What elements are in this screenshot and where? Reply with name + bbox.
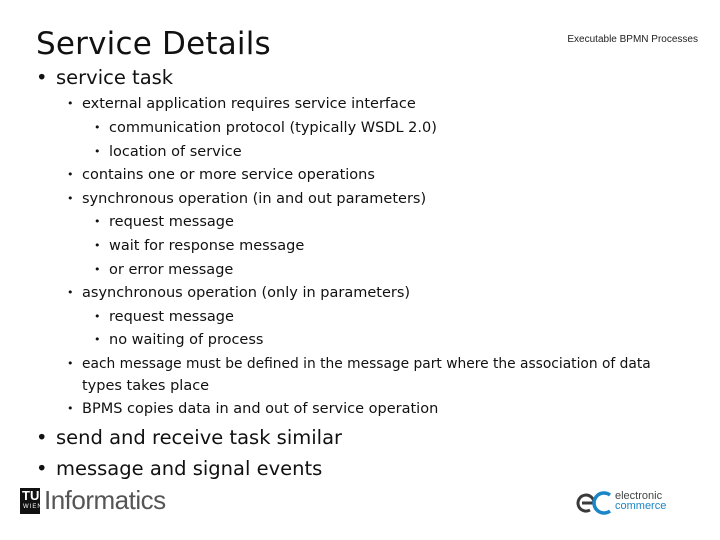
list-item xyxy=(67,401,438,417)
ec-logo xyxy=(576,487,686,517)
item-text: wait for response message xyxy=(109,238,305,254)
ec-logo-icon xyxy=(576,487,616,517)
item-text: request message xyxy=(109,309,234,325)
item-text: external application requires service interface xyxy=(82,96,416,112)
bullet: • xyxy=(67,97,74,110)
bullet: • xyxy=(67,192,74,205)
bullet: • xyxy=(94,310,101,323)
bullet: • xyxy=(94,215,101,228)
list-item xyxy=(67,96,416,112)
section-header: Executable BPMN Processes xyxy=(567,34,698,45)
item-text: request message xyxy=(109,214,234,230)
bullet: • xyxy=(67,402,74,415)
list-item xyxy=(94,238,304,254)
item-text: no waiting of process xyxy=(109,332,264,348)
item-text: service task xyxy=(56,66,174,89)
list-item xyxy=(94,332,263,348)
item-continuation: types takes place xyxy=(82,378,210,394)
bullet: • xyxy=(94,333,101,346)
list-item xyxy=(94,262,233,278)
item-text: each message must be defined in the message part where the association of data xyxy=(82,356,651,372)
tu-logo-icon: TU WIEN xyxy=(20,488,40,514)
item-text: contains one or more service operations xyxy=(82,167,375,183)
bullet: • xyxy=(36,426,48,449)
item-text: location of service xyxy=(109,144,242,160)
list-item xyxy=(67,167,375,183)
item-text: or error message xyxy=(109,262,234,278)
bullet: • xyxy=(36,66,48,89)
ec-logo-text: electronic commerce xyxy=(615,490,667,512)
bullet: • xyxy=(94,239,101,252)
list-item xyxy=(94,309,234,325)
bullet: • xyxy=(67,357,74,370)
list-item xyxy=(67,191,426,207)
department-name: Informatics xyxy=(44,485,166,515)
item-text: synchronous operation (in and out parameters) xyxy=(82,191,427,207)
list-item xyxy=(94,120,437,136)
item-text: BPMS copies data in and out of service operation xyxy=(82,401,439,417)
list-item xyxy=(94,214,234,230)
list-item xyxy=(94,144,242,160)
list-item xyxy=(67,356,651,372)
item-text: communication protocol (typically WSDL 2.0) xyxy=(109,120,437,136)
bullet: • xyxy=(67,286,74,299)
bullet: • xyxy=(94,145,101,158)
item-text: asynchronous operation (only in parameters) xyxy=(82,285,411,301)
item-text: message and signal events xyxy=(56,457,323,480)
list-item xyxy=(36,457,322,480)
bullet: • xyxy=(94,263,101,276)
page-title: Service Details xyxy=(36,26,271,62)
bullet: • xyxy=(36,457,48,480)
list-item xyxy=(36,426,342,449)
bullet: • xyxy=(67,168,74,181)
item-text: send and receive task similar xyxy=(56,426,343,449)
list-item xyxy=(36,66,173,89)
bullet: • xyxy=(94,121,101,134)
list-item xyxy=(67,285,410,301)
